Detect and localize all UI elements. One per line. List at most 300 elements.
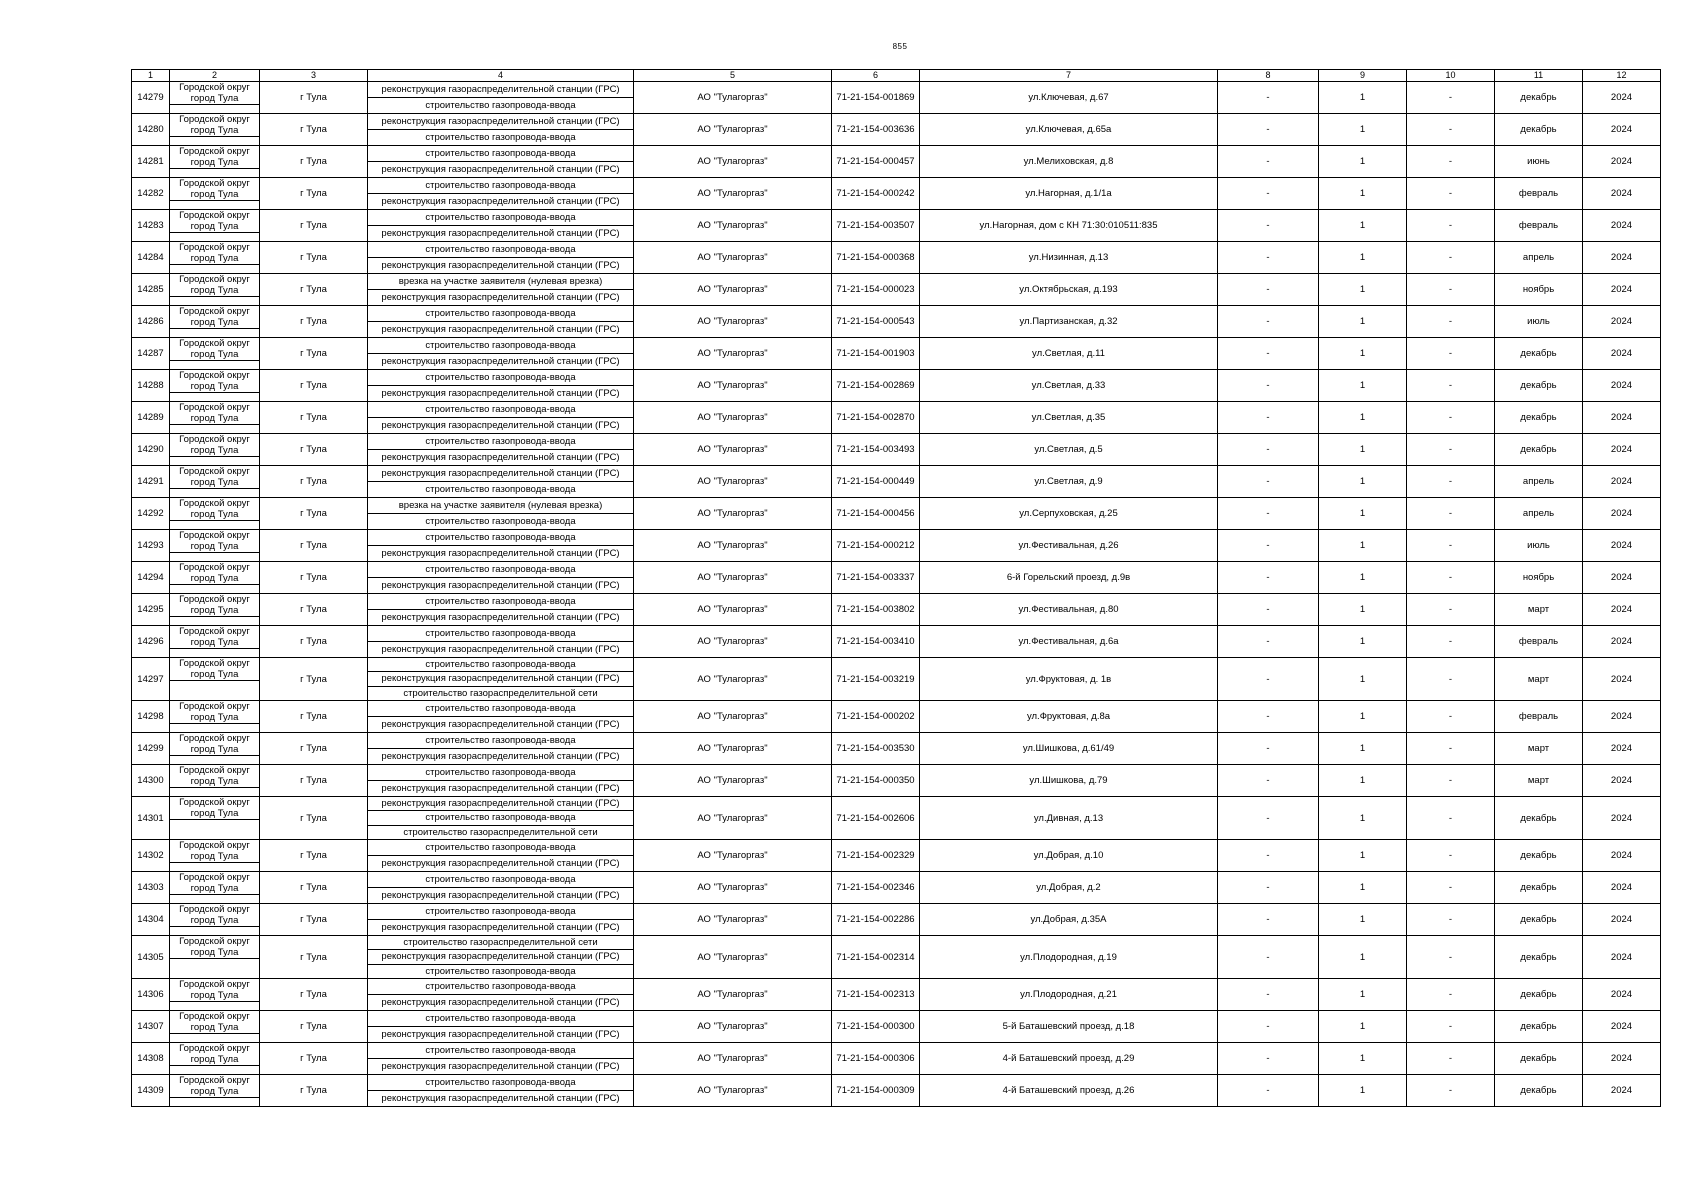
municipality-spacer xyxy=(170,201,259,209)
address-cell: 4-й Баташевский проезд, д.26 xyxy=(920,1075,1218,1107)
col10-cell: - xyxy=(1407,338,1495,370)
row-number: 14306 xyxy=(132,979,170,1011)
municipality-line: Городской округ xyxy=(179,82,250,93)
col-header: 3 xyxy=(260,70,368,82)
application-code-cell: 71-21-154-000449 xyxy=(832,466,920,498)
table-row xyxy=(132,178,1661,210)
year-cell: 2024 xyxy=(1583,1011,1661,1043)
municipality-line: Городской округ xyxy=(179,904,250,915)
month-cell: декабрь xyxy=(1495,370,1583,402)
col10-cell: - xyxy=(1407,82,1495,114)
application-code-cell: 71-21-154-000212 xyxy=(832,530,920,562)
table-row xyxy=(132,242,1661,274)
col8-cell: - xyxy=(1218,370,1319,402)
organization-cell: АО "Тулагоргаз" xyxy=(634,733,832,765)
month-cell: апрель xyxy=(1495,242,1583,274)
organization-cell: АО "Тулагоргаз" xyxy=(634,904,832,936)
application-code-cell: 71-21-154-003802 xyxy=(832,594,920,626)
col10-cell: - xyxy=(1407,498,1495,530)
col10-cell: - xyxy=(1407,1043,1495,1075)
city-cell: г Тула xyxy=(260,210,368,242)
table-row xyxy=(132,114,1661,146)
works-cell xyxy=(368,872,634,904)
works-cell xyxy=(368,1043,634,1075)
address-cell: ул.Мелиховская, д.8 xyxy=(920,146,1218,178)
municipality-spacer xyxy=(170,457,259,465)
col9-cell: 1 xyxy=(1319,370,1407,402)
row-number: 14302 xyxy=(132,840,170,872)
table-row xyxy=(132,562,1661,594)
organization-cell: АО "Тулагоргаз" xyxy=(634,658,832,701)
application-code-cell: 71-21-154-002313 xyxy=(832,979,920,1011)
year-cell: 2024 xyxy=(1583,936,1661,979)
municipality-spacer xyxy=(170,959,259,978)
application-code-cell: 71-21-154-000306 xyxy=(832,1043,920,1075)
municipality-line: город Тула xyxy=(170,712,259,724)
table-row xyxy=(132,936,1661,979)
work-type-line: строительство газопровода-ввода xyxy=(425,132,576,143)
year-cell: 2024 xyxy=(1583,562,1661,594)
organization-cell: АО "Тулагоргаз" xyxy=(634,840,832,872)
row-number: 14292 xyxy=(132,498,170,530)
municipality-cell xyxy=(170,979,260,1011)
col9-cell: 1 xyxy=(1319,210,1407,242)
works-cell xyxy=(368,306,634,338)
address-cell: ул.Фестивальная, д.80 xyxy=(920,594,1218,626)
application-code-cell: 71-21-154-002329 xyxy=(832,840,920,872)
col9-cell: 1 xyxy=(1319,82,1407,114)
application-code-cell: 71-21-154-002346 xyxy=(832,872,920,904)
col9-cell: 1 xyxy=(1319,434,1407,466)
municipality-line: Городской округ xyxy=(179,1011,250,1022)
city-cell: г Тула xyxy=(260,530,368,562)
city-cell: г Тула xyxy=(260,82,368,114)
row-number: 14294 xyxy=(132,562,170,594)
municipality-cell xyxy=(170,146,260,178)
municipality-line: Городской округ xyxy=(179,530,250,541)
work-type-line: строительство газопровода-ввода xyxy=(368,904,633,920)
works-cell xyxy=(368,274,634,306)
municipality-cell xyxy=(170,936,260,979)
municipality-line: город Тула xyxy=(170,776,259,788)
municipality-line: Городской округ xyxy=(179,658,250,669)
municipality-spacer xyxy=(170,863,259,871)
year-cell: 2024 xyxy=(1583,210,1661,242)
municipality-cell xyxy=(170,82,260,114)
organization-cell: АО "Тулагоргаз" xyxy=(634,562,832,594)
municipality-spacer xyxy=(170,895,259,903)
row-number: 14287 xyxy=(132,338,170,370)
work-type-line: реконструкция газораспределительной станции (ГРС) xyxy=(381,922,620,933)
municipality-cell xyxy=(170,658,260,701)
col8-cell: - xyxy=(1218,274,1319,306)
application-code-cell: 71-21-154-000309 xyxy=(832,1075,920,1107)
work-type-line: реконструкция газораспределительной станции (ГРС) xyxy=(381,228,620,239)
col10-cell: - xyxy=(1407,979,1495,1011)
col-header: 4 xyxy=(368,70,634,82)
municipality-line: город Тула xyxy=(170,285,259,297)
year-cell: 2024 xyxy=(1583,338,1661,370)
municipality-cell xyxy=(170,1043,260,1075)
works-cell xyxy=(368,562,634,594)
municipality-spacer xyxy=(170,788,259,796)
works-cell xyxy=(368,765,634,797)
city-cell: г Тула xyxy=(260,733,368,765)
municipality-line: Городской округ xyxy=(179,306,250,317)
col8-cell: - xyxy=(1218,402,1319,434)
municipality-line: город Тула xyxy=(170,605,259,617)
col10-cell: - xyxy=(1407,434,1495,466)
application-code-cell: 71-21-154-000543 xyxy=(832,306,920,338)
col9-cell: 1 xyxy=(1319,1011,1407,1043)
registry-table xyxy=(131,69,1661,1107)
work-type-line: врезка на участке заявителя (нулевая врезка) xyxy=(368,498,633,514)
municipality-line: Городской округ xyxy=(179,274,250,285)
application-code-cell: 71-21-154-001903 xyxy=(832,338,920,370)
municipality-cell xyxy=(170,765,260,797)
municipality-spacer xyxy=(170,820,259,839)
col-header: 1 xyxy=(132,70,170,82)
table-row xyxy=(132,274,1661,306)
municipality-line: город Тула xyxy=(170,477,259,489)
year-cell: 2024 xyxy=(1583,1043,1661,1075)
month-cell: декабрь xyxy=(1495,936,1583,979)
month-cell: декабрь xyxy=(1495,82,1583,114)
application-code-cell: 71-21-154-002606 xyxy=(832,797,920,840)
col9-cell: 1 xyxy=(1319,840,1407,872)
row-number: 14284 xyxy=(132,242,170,274)
works-cell xyxy=(368,936,634,979)
organization-cell: АО "Тулагоргаз" xyxy=(634,146,832,178)
city-cell: г Тула xyxy=(260,1075,368,1107)
organization-cell: АО "Тулагоргаз" xyxy=(634,701,832,733)
municipality-line: город Тула xyxy=(170,947,259,959)
municipality-line: Городской округ xyxy=(179,765,250,776)
col9-cell: 1 xyxy=(1319,146,1407,178)
col8-cell: - xyxy=(1218,936,1319,979)
application-code-cell: 71-21-154-001869 xyxy=(832,82,920,114)
table-row xyxy=(132,370,1661,402)
col10-cell: - xyxy=(1407,466,1495,498)
work-type-line: строительство газопровода-ввода xyxy=(368,434,633,450)
municipality-spacer xyxy=(170,329,259,337)
application-code-cell: 71-21-154-002869 xyxy=(832,370,920,402)
month-cell: июнь xyxy=(1495,146,1583,178)
municipality-spacer xyxy=(170,1034,259,1042)
col9-cell: 1 xyxy=(1319,498,1407,530)
table-row xyxy=(132,498,1661,530)
col9-cell: 1 xyxy=(1319,274,1407,306)
col8-cell: - xyxy=(1218,658,1319,701)
col10-cell: - xyxy=(1407,242,1495,274)
row-number: 14282 xyxy=(132,178,170,210)
year-cell: 2024 xyxy=(1583,840,1661,872)
municipality-spacer xyxy=(170,1098,259,1106)
municipality-spacer xyxy=(170,169,259,177)
col10-cell: - xyxy=(1407,274,1495,306)
municipality-spacer xyxy=(170,233,259,241)
month-cell: декабрь xyxy=(1495,979,1583,1011)
col10-cell: - xyxy=(1407,306,1495,338)
municipality-line: Городской округ xyxy=(179,466,250,477)
work-type-line: реконструкция газораспределительной станции (ГРС) xyxy=(381,612,620,623)
col-header: 2 xyxy=(170,70,260,82)
municipality-line: город Тула xyxy=(170,157,259,169)
year-cell: 2024 xyxy=(1583,114,1661,146)
organization-cell: АО "Тулагоргаз" xyxy=(634,306,832,338)
col10-cell: - xyxy=(1407,733,1495,765)
col9-cell: 1 xyxy=(1319,530,1407,562)
month-cell: декабрь xyxy=(1495,872,1583,904)
municipality-line: Городской округ xyxy=(179,626,250,637)
work-type-line: реконструкция газораспределительной станции (ГРС) xyxy=(381,719,620,730)
municipality-spacer xyxy=(170,265,259,273)
address-cell: ул.Дивная, д.13 xyxy=(920,797,1218,840)
row-number: 14300 xyxy=(132,765,170,797)
municipality-cell xyxy=(170,872,260,904)
municipality-line: город Тула xyxy=(170,317,259,329)
city-cell: г Тула xyxy=(260,242,368,274)
organization-cell: АО "Тулагоргаз" xyxy=(634,370,832,402)
organization-cell: АО "Тулагоргаз" xyxy=(634,872,832,904)
col10-cell: - xyxy=(1407,840,1495,872)
row-number: 14288 xyxy=(132,370,170,402)
work-type-line: реконструкция газораспределительной станции (ГРС) xyxy=(381,388,620,399)
city-cell: г Тула xyxy=(260,1043,368,1075)
address-cell: ул.Фруктовая, д. 1в xyxy=(920,658,1218,701)
works-cell xyxy=(368,840,634,872)
work-type-line: строительство газопровода-ввода xyxy=(368,1075,633,1091)
municipality-line: город Тула xyxy=(170,573,259,585)
work-type-line: строительство газопровода-ввода xyxy=(368,1011,633,1027)
col8-cell: - xyxy=(1218,626,1319,658)
city-cell: г Тула xyxy=(260,840,368,872)
year-cell: 2024 xyxy=(1583,306,1661,338)
works-cell xyxy=(368,466,634,498)
municipality-spacer xyxy=(170,361,259,369)
organization-cell: АО "Тулагоргаз" xyxy=(634,82,832,114)
year-cell: 2024 xyxy=(1583,402,1661,434)
col9-cell: 1 xyxy=(1319,178,1407,210)
municipality-cell xyxy=(170,797,260,840)
organization-cell: АО "Тулагоргаз" xyxy=(634,979,832,1011)
works-cell xyxy=(368,594,634,626)
work-type-line: строительство газопровода-ввода xyxy=(368,146,633,162)
work-type-line: реконструкция газораспределительной станции (ГРС) xyxy=(381,356,620,367)
col9-cell: 1 xyxy=(1319,904,1407,936)
col8-cell: - xyxy=(1218,498,1319,530)
col9-cell: 1 xyxy=(1319,797,1407,840)
table-row xyxy=(132,210,1661,242)
municipality-line: Городской округ xyxy=(179,114,250,125)
year-cell: 2024 xyxy=(1583,733,1661,765)
municipality-cell xyxy=(170,306,260,338)
organization-cell: АО "Тулагоргаз" xyxy=(634,626,832,658)
col8-cell: - xyxy=(1218,765,1319,797)
col10-cell: - xyxy=(1407,1011,1495,1043)
address-cell: ул.Добрая, д.35А xyxy=(920,904,1218,936)
application-code-cell: 71-21-154-003410 xyxy=(832,626,920,658)
table-row xyxy=(132,82,1661,114)
col9-cell: 1 xyxy=(1319,1043,1407,1075)
work-type-line: строительство газопровода-ввода xyxy=(368,1043,633,1059)
city-cell: г Тула xyxy=(260,626,368,658)
municipality-cell xyxy=(170,210,260,242)
table-row xyxy=(132,1075,1661,1107)
municipality-cell xyxy=(170,338,260,370)
municipality-spacer xyxy=(170,1002,259,1010)
application-code-cell: 71-21-154-003636 xyxy=(832,114,920,146)
address-cell: ул.Фестивальная, д.6а xyxy=(920,626,1218,658)
year-cell: 2024 xyxy=(1583,466,1661,498)
city-cell: г Тула xyxy=(260,594,368,626)
city-cell: г Тула xyxy=(260,114,368,146)
col10-cell: - xyxy=(1407,658,1495,701)
organization-cell: АО "Тулагоргаз" xyxy=(634,466,832,498)
municipality-spacer xyxy=(170,681,259,700)
header-row xyxy=(132,70,1661,82)
row-number: 14296 xyxy=(132,626,170,658)
row-number: 14280 xyxy=(132,114,170,146)
application-code-cell: 71-21-154-003337 xyxy=(832,562,920,594)
work-type-line: строительство газопровода-ввода xyxy=(368,242,633,258)
municipality-line: Городской округ xyxy=(179,562,250,573)
row-number: 14298 xyxy=(132,701,170,733)
year-cell: 2024 xyxy=(1583,701,1661,733)
municipality-line: город Тула xyxy=(170,445,259,457)
col8-cell: - xyxy=(1218,178,1319,210)
municipality-spacer xyxy=(170,927,259,935)
municipality-line: Городской округ xyxy=(179,797,250,808)
year-cell: 2024 xyxy=(1583,626,1661,658)
application-code-cell: 71-21-154-000300 xyxy=(832,1011,920,1043)
application-code-cell: 71-21-154-003493 xyxy=(832,434,920,466)
municipality-spacer xyxy=(170,585,259,593)
row-number: 14305 xyxy=(132,936,170,979)
col-header: 10 xyxy=(1407,70,1495,82)
city-cell: г Тула xyxy=(260,872,368,904)
year-cell: 2024 xyxy=(1583,370,1661,402)
year-cell: 2024 xyxy=(1583,765,1661,797)
application-code-cell: 71-21-154-003530 xyxy=(832,733,920,765)
city-cell: г Тула xyxy=(260,498,368,530)
col8-cell: - xyxy=(1218,146,1319,178)
col10-cell: - xyxy=(1407,146,1495,178)
col8-cell: - xyxy=(1218,562,1319,594)
col-header: 11 xyxy=(1495,70,1583,82)
address-cell: ул.Светлая, д.9 xyxy=(920,466,1218,498)
municipality-line: город Тула xyxy=(170,990,259,1002)
work-type-line: реконструкция газораспределительной станции (ГРС) xyxy=(381,783,620,794)
organization-cell: АО "Тулагоргаз" xyxy=(634,178,832,210)
municipality-spacer xyxy=(170,425,259,433)
year-cell: 2024 xyxy=(1583,178,1661,210)
municipality-cell xyxy=(170,530,260,562)
municipality-spacer xyxy=(170,137,259,145)
work-type-line: реконструкция газораспределительной станции (ГРС) xyxy=(381,324,620,335)
year-cell: 2024 xyxy=(1583,434,1661,466)
month-cell: декабрь xyxy=(1495,904,1583,936)
row-number: 14308 xyxy=(132,1043,170,1075)
municipality-cell xyxy=(170,114,260,146)
month-cell: февраль xyxy=(1495,701,1583,733)
col8-cell: - xyxy=(1218,1011,1319,1043)
month-cell: март xyxy=(1495,733,1583,765)
municipality-line: город Тула xyxy=(170,808,259,820)
work-type-line: строительство газопровода-ввода xyxy=(368,210,633,226)
organization-cell: АО "Тулагоргаз" xyxy=(634,594,832,626)
municipality-spacer xyxy=(170,553,259,561)
work-type-line: строительство газораспределительной сети xyxy=(403,826,598,838)
table-row xyxy=(132,872,1661,904)
city-cell: г Тула xyxy=(260,979,368,1011)
row-number: 14289 xyxy=(132,402,170,434)
col9-cell: 1 xyxy=(1319,306,1407,338)
application-code-cell: 71-21-154-002314 xyxy=(832,936,920,979)
city-cell: г Тула xyxy=(260,936,368,979)
table-row xyxy=(132,1011,1661,1043)
month-cell: апрель xyxy=(1495,498,1583,530)
col10-cell: - xyxy=(1407,701,1495,733)
table-row xyxy=(132,701,1661,733)
municipality-line: город Тула xyxy=(170,851,259,863)
municipality-spacer xyxy=(170,489,259,497)
address-cell: 6-й Горельский проезд, д.9в xyxy=(920,562,1218,594)
municipality-line: Городской округ xyxy=(179,210,250,221)
month-cell: декабрь xyxy=(1495,402,1583,434)
col-header: 8 xyxy=(1218,70,1319,82)
application-code-cell: 71-21-154-000350 xyxy=(832,765,920,797)
municipality-line: город Тула xyxy=(170,637,259,649)
col10-cell: - xyxy=(1407,562,1495,594)
col9-cell: 1 xyxy=(1319,594,1407,626)
works-cell xyxy=(368,701,634,733)
col8-cell: - xyxy=(1218,872,1319,904)
row-number: 14291 xyxy=(132,466,170,498)
work-type-line: строительство газопровода-ввода xyxy=(368,530,633,546)
works-cell xyxy=(368,733,634,765)
month-cell: декабрь xyxy=(1495,797,1583,840)
municipality-cell xyxy=(170,434,260,466)
col10-cell: - xyxy=(1407,872,1495,904)
month-cell: июль xyxy=(1495,306,1583,338)
organization-cell: АО "Тулагоргаз" xyxy=(634,402,832,434)
works-cell xyxy=(368,1075,634,1107)
city-cell: г Тула xyxy=(260,370,368,402)
month-cell: декабрь xyxy=(1495,1075,1583,1107)
col8-cell: - xyxy=(1218,306,1319,338)
col9-cell: 1 xyxy=(1319,402,1407,434)
municipality-cell xyxy=(170,178,260,210)
work-type-line: строительство газопровода-ввода xyxy=(368,402,633,418)
row-number: 14307 xyxy=(132,1011,170,1043)
works-cell xyxy=(368,402,634,434)
city-cell: г Тула xyxy=(260,434,368,466)
work-type-line: реконструкция газораспределительной станции (ГРС) xyxy=(381,644,620,655)
year-cell: 2024 xyxy=(1583,797,1661,840)
work-type-line: реконструкция газораспределительной станции (ГРС) xyxy=(381,1029,620,1040)
municipality-line: город Тула xyxy=(170,125,259,137)
municipality-line: Городской округ xyxy=(179,338,250,349)
city-cell: г Тула xyxy=(260,701,368,733)
work-type-line: строительство газопровода-ввода xyxy=(368,594,633,610)
address-cell: ул.Добрая, д.10 xyxy=(920,840,1218,872)
work-type-line: реконструкция газораспределительной станции (ГРС) xyxy=(368,82,633,98)
municipality-line: город Тула xyxy=(170,221,259,233)
address-cell: ул.Партизанская, д.32 xyxy=(920,306,1218,338)
month-cell: февраль xyxy=(1495,178,1583,210)
municipality-cell xyxy=(170,562,260,594)
